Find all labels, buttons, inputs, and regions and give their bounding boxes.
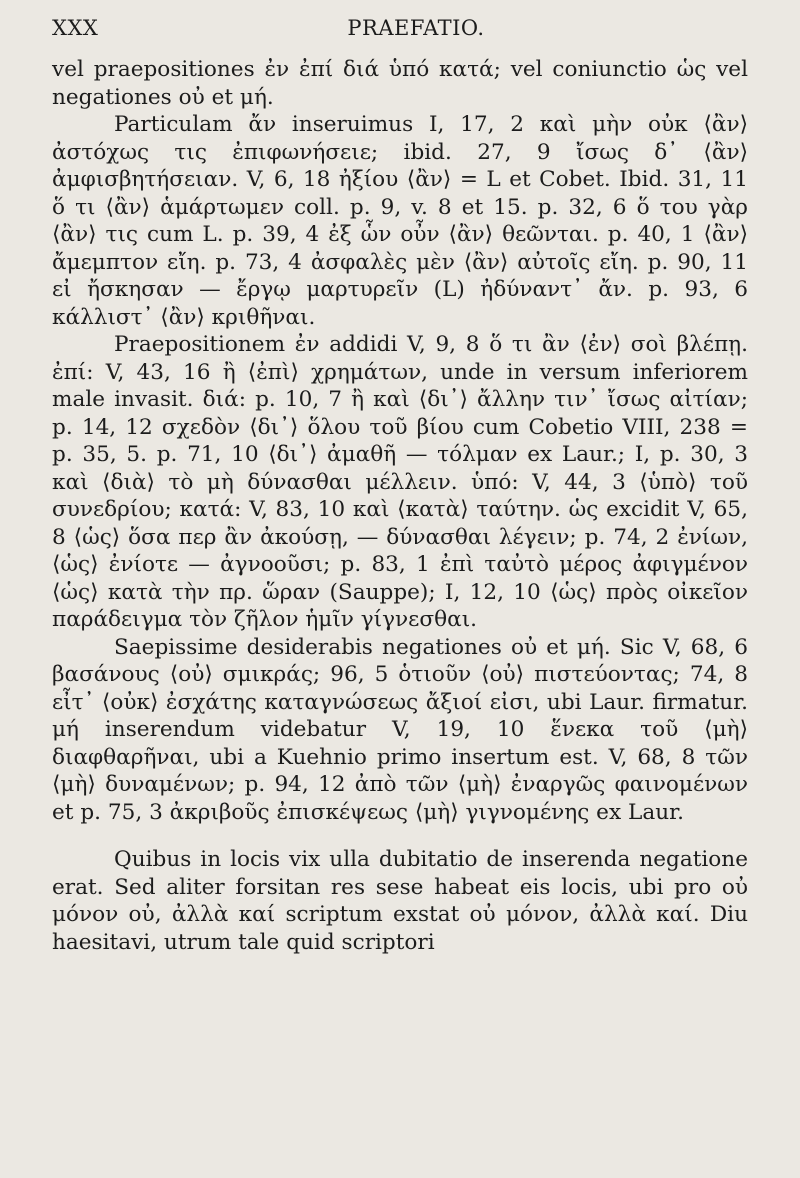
paragraph-praepositionem: Praepositionem ἐν addidi V, 9, 8 ὅ τι ἂν ⟨ἐν⟩ σοὶ βλέπῃ. ἐπί: V, 43, 16 ἢ ⟨ἐπὶ⟩ χρημάτων, unde in versum inferiorem male invasit. διά: p. 10, 7 ἢ καὶ ⟨δι᾽⟩ ἄλλην τιν᾽ ἴσως αἰτίαν; p. 14, 12 σχεδὸν ⟨δι᾽⟩ ὅλου τοῦ βίου cum Cobetio VIII, 238 = p. 35, 5. p. 71, 10 ⟨δι᾽⟩ ἀμαθῆ — τόλμαν ex Laur.; I, p. 30, 3 καὶ ⟨διὰ⟩ τὸ μὴ δύνασθαι μέλλειν. ὑπό: V, 44, 3 ⟨ὑπὸ⟩ τοῦ συνεδρίου; κατά: V, 83, 10 καὶ ⟨κατὰ⟩ ταύτην. ὡς excidit V, 65, 8 ⟨ὡς⟩ ὅσα περ ἂν ἀκούσῃ, — δύνασθαι λέγειν; p. 74, 2 ἐνίων, ⟨ὡς⟩ ἐνίοτε — ἀγνοοῦσι; p. 83, 1 ἐπὶ ταὐτὸ μέρος ἀφιγμένον ⟨ὡς⟩ κατὰ τὴν πρ. ὥραν (Sauppe); I, 12, 10 ⟨ὡς⟩ πρὸς οἰκεῖον παράδειγμα τὸν ζῆλον ἡμῖν γίγνεσθαι. xyxy=(52,332,748,632)
page-number: XXX xyxy=(52,16,99,40)
page-body xyxy=(52,56,748,956)
paragraph-quibus: Quibus in locis vix ulla dubitatio de inserenda negatione erat. Sed aliter forsitan res sese habeat eis locis, ubi pro οὐ μόνον οὐ, ἀλλὰ καί scriptum exstat οὐ μόνον, ἀλλὰ καί. Diu haesitavi, utrum tale quid scriptori xyxy=(52,847,748,955)
running-head xyxy=(52,6,740,42)
paragraph-particulam: Particulam ἄν inseruimus I, 17, 2 καὶ μὴν οὐκ ⟨ἂν⟩ ἀστόχως τις ἐπιφωνήσειε; ibid. 27, 9 ἴσως δ᾽ ⟨ἂν⟩ ἀμφισβητήσειαν. V, 6, 18 ἠξίου ⟨ἂν⟩ = L et Cobet. Ibid. 31, 11 ὅ τι ⟨ἂν⟩ ἁμάρτωμεν coll. p. 9, v. 8 et 15. p. 32, 6 ὅ του γὰρ ⟨ἂν⟩ τις cum L. p. 39, 4 ἐξ ὧν οὖν ⟨ἂν⟩ θεῶνται. p. 40, 1 ⟨ἂν⟩ ἄμεμπτον εἴη. p. 73, 4 ἀσφαλὲς μὲν ⟨ἂν⟩ αὐτοῖς εἴη. p. 90, 11 εἰ ἤσκησαν — ἔργῳ μαρτυρεῖν (L) ἠδύναντ᾽ ἄν. p. 93, 6 κάλλιστ᾽ ⟨ἂν⟩ κριθῆναι. xyxy=(52,112,748,330)
running-title: PRAEFATIO. xyxy=(347,16,485,40)
paragraph-1: vel praepositiones ἐν ἐπί διά ὑπό κατά; vel coniunctio ὡς vel negationes οὐ et μή. xyxy=(52,57,748,110)
paragraph-saepissime: Saepissime desiderabis negationes οὐ et μή. Sic V, 68, 6 βασάνους ⟨οὐ⟩ σμικράς; 96, 5 ὁτιοῦν ⟨οὐ⟩ πιστεύοντας; 74, 8 εἶτ᾽ ⟨οὐκ⟩ ἐσχάτης καταγνώσεως ἄξιοί εἰσι, ubi Laur. firmatur. μή inserendum videbatur V, 19, 10 ἕνεκα τοῦ ⟨μὴ⟩ διαφθαρῆναι, ubi a Kuehnio primo insertum est. V, 68, 8 τῶν ⟨μὴ⟩ δυναμένων; p. 94, 12 ἀπὸ τῶν ⟨μὴ⟩ ἐναργῶς φαινομένων et p. 75, 3 ἀκριβοῦς ἐπισκέψεως ⟨μὴ⟩ γιγνομένης ex Laur. xyxy=(52,634,748,825)
